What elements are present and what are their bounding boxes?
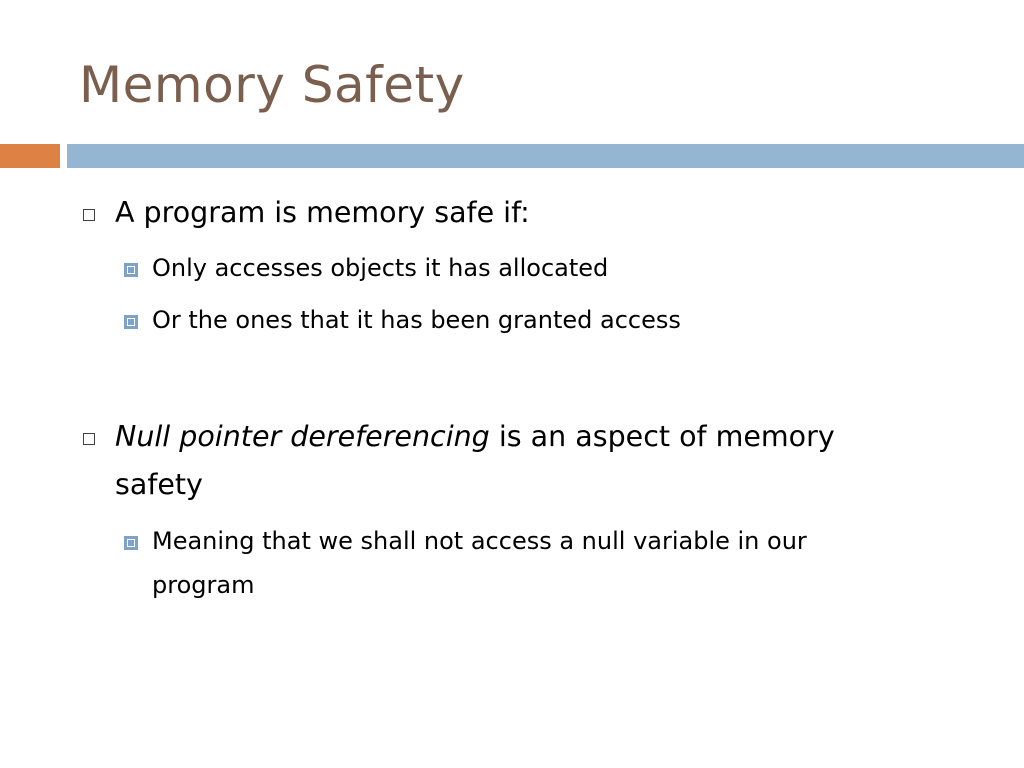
bullet-2-italic-term: Null pointer dereferencing bbox=[115, 420, 490, 453]
sub-bullet-2-1-line1: Meaning that we shall not access a null variable in our bbox=[152, 527, 807, 555]
square-bullet-icon bbox=[124, 263, 138, 277]
square-bullet-icon bbox=[124, 536, 138, 550]
sub-bullet-1-1-text: Only accesses objects it has allocated bbox=[152, 254, 609, 282]
sub-bullet-1-2-text: Or the ones that it has been granted access bbox=[152, 306, 681, 334]
square-bullet-icon bbox=[124, 315, 138, 329]
bullet-1-text: A program is memory safe if: bbox=[115, 196, 530, 229]
bullet-2-rest: is an aspect of memory bbox=[489, 420, 835, 453]
bullet-2-line2: safety bbox=[115, 468, 203, 501]
bullet-2-text bbox=[115, 413, 835, 461]
sub-bullet-2-1-line2: program bbox=[152, 571, 255, 599]
hollow-square-bullet-icon bbox=[83, 209, 95, 221]
slide-title: Memory Safety bbox=[79, 56, 465, 114]
hollow-square-bullet-icon bbox=[83, 433, 95, 445]
